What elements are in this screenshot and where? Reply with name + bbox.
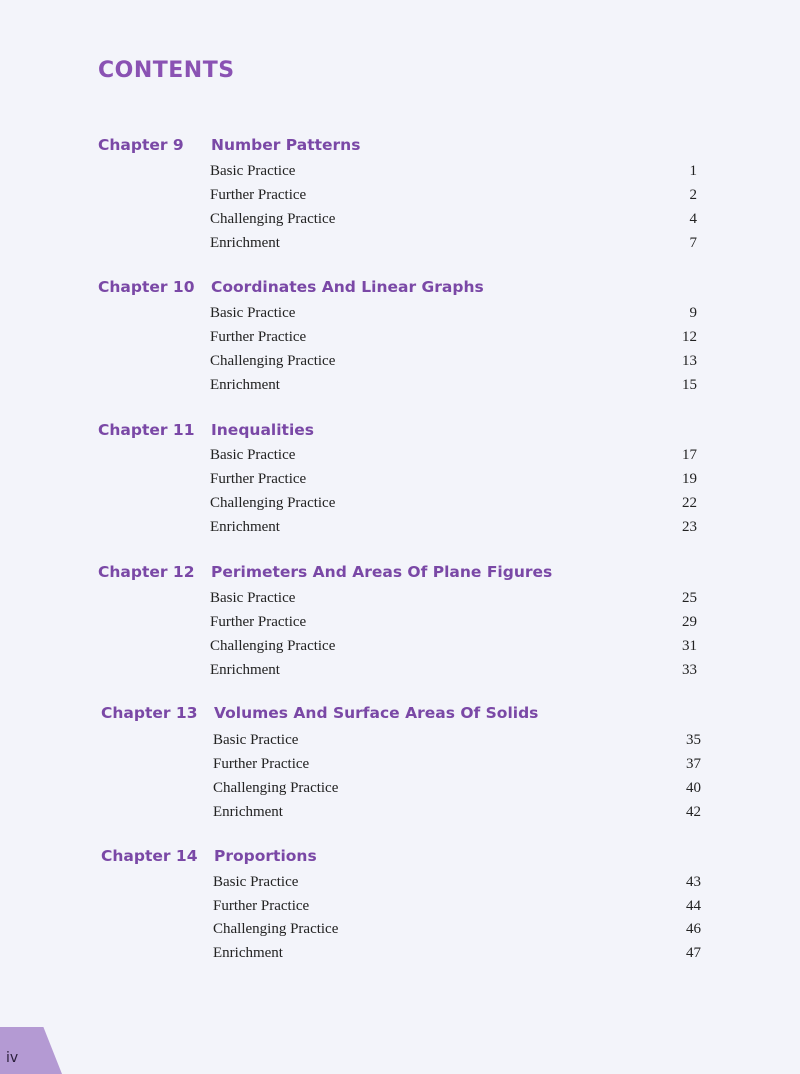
entry-page-number: 42 xyxy=(686,804,701,820)
toc-entry[interactable] xyxy=(213,943,701,967)
entry-label: Challenging Practice xyxy=(210,638,336,654)
toc-entry[interactable] xyxy=(210,493,697,517)
entry-page-number: 31 xyxy=(682,638,697,654)
entry-page-number: 22 xyxy=(682,495,697,511)
toc-entry[interactable] xyxy=(210,161,697,185)
toc-entry[interactable] xyxy=(210,612,697,636)
entry-page-number: 4 xyxy=(689,211,697,227)
entry-page-number: 47 xyxy=(686,945,701,961)
entry-page-number: 29 xyxy=(682,614,697,630)
toc-entry[interactable] xyxy=(210,375,697,399)
entry-label: Basic Practice xyxy=(213,732,299,748)
toc-entry[interactable] xyxy=(213,754,701,778)
entry-label: Further Practice xyxy=(210,329,307,345)
toc-entry[interactable] xyxy=(210,660,697,684)
entry-label: Enrichment xyxy=(213,945,283,961)
toc-entry[interactable] xyxy=(213,778,701,802)
entry-label: Further Practice xyxy=(213,898,310,914)
entry-label: Challenging Practice xyxy=(210,211,336,227)
toc-entry[interactable] xyxy=(210,588,697,612)
entry-page-number: 46 xyxy=(686,921,701,937)
entry-page-number: 7 xyxy=(689,235,697,251)
entry-page-number: 17 xyxy=(682,447,697,463)
chapter-title: Number Patterns xyxy=(211,136,361,154)
chapter-title: Proportions xyxy=(214,847,317,865)
chapter-heading xyxy=(98,421,314,439)
chapter-title: Volumes And Surface Areas Of Solids xyxy=(214,704,539,722)
chapter-heading xyxy=(98,278,484,296)
entry-label: Basic Practice xyxy=(210,163,296,179)
toc-entry[interactable] xyxy=(210,517,697,541)
chapter-heading xyxy=(98,563,552,581)
entry-page-number: 15 xyxy=(682,377,697,393)
toc-entry[interactable] xyxy=(210,233,697,257)
toc-entry[interactable] xyxy=(210,185,697,209)
toc-entry[interactable] xyxy=(210,351,697,375)
entry-label: Challenging Practice xyxy=(210,353,336,369)
entry-label: Enrichment xyxy=(213,804,283,820)
entry-page-number: 44 xyxy=(686,898,701,914)
entry-label: Basic Practice xyxy=(213,874,299,890)
chapter-number: Chapter 11 xyxy=(98,421,195,439)
entry-page-number: 43 xyxy=(686,874,701,890)
toc-entry[interactable] xyxy=(213,730,701,754)
chapter-number: Chapter 9 xyxy=(98,136,184,154)
entry-label: Challenging Practice xyxy=(213,780,339,796)
entry-label: Basic Practice xyxy=(210,590,296,606)
entry-page-number: 2 xyxy=(689,187,697,203)
entry-label: Challenging Practice xyxy=(210,495,336,511)
toc-entry[interactable] xyxy=(210,327,697,351)
entry-page-number: 1 xyxy=(689,163,697,179)
entry-page-number: 35 xyxy=(686,732,701,748)
toc-entry[interactable] xyxy=(210,445,697,469)
toc-entry[interactable] xyxy=(210,209,697,233)
entry-page-number: 37 xyxy=(686,756,701,772)
toc-entry[interactable] xyxy=(213,919,701,943)
toc-entry[interactable] xyxy=(213,872,701,896)
entry-label: Enrichment xyxy=(210,377,280,393)
entry-label: Enrichment xyxy=(210,662,280,678)
entry-label: Further Practice xyxy=(210,187,307,203)
entry-label: Further Practice xyxy=(210,614,307,630)
entry-label: Basic Practice xyxy=(210,305,296,321)
toc-entry[interactable] xyxy=(210,469,697,493)
entry-label: Enrichment xyxy=(210,235,280,251)
entry-label: Further Practice xyxy=(210,471,307,487)
chapter-heading xyxy=(98,136,360,154)
page-title: CONTENTS xyxy=(98,58,235,83)
page-number: iv xyxy=(6,1050,19,1066)
entry-page-number: 40 xyxy=(686,780,701,796)
chapter-heading xyxy=(101,847,317,865)
chapter-heading xyxy=(101,704,538,722)
entry-label: Further Practice xyxy=(213,756,310,772)
toc-entry[interactable] xyxy=(213,802,701,826)
toc-entry[interactable] xyxy=(210,303,697,327)
entry-label: Enrichment xyxy=(210,519,280,535)
chapter-number: Chapter 13 xyxy=(101,704,198,722)
entry-page-number: 12 xyxy=(682,329,697,345)
toc-entry[interactable] xyxy=(213,896,701,920)
chapter-title: Coordinates And Linear Graphs xyxy=(211,278,484,296)
entry-page-number: 13 xyxy=(682,353,697,369)
chapter-number: Chapter 10 xyxy=(98,278,195,296)
entry-label: Basic Practice xyxy=(210,447,296,463)
entry-page-number: 33 xyxy=(682,662,697,678)
chapter-title: Perimeters And Areas Of Plane Figures xyxy=(211,563,553,581)
chapter-number: Chapter 12 xyxy=(98,563,195,581)
toc-entry[interactable] xyxy=(210,636,697,660)
chapter-title: Inequalities xyxy=(211,421,314,439)
entry-page-number: 9 xyxy=(689,305,697,321)
chapter-number: Chapter 14 xyxy=(101,847,198,865)
entry-page-number: 19 xyxy=(682,471,697,487)
entry-label: Challenging Practice xyxy=(213,921,339,937)
entry-page-number: 23 xyxy=(682,519,697,535)
entry-page-number: 25 xyxy=(682,590,697,606)
